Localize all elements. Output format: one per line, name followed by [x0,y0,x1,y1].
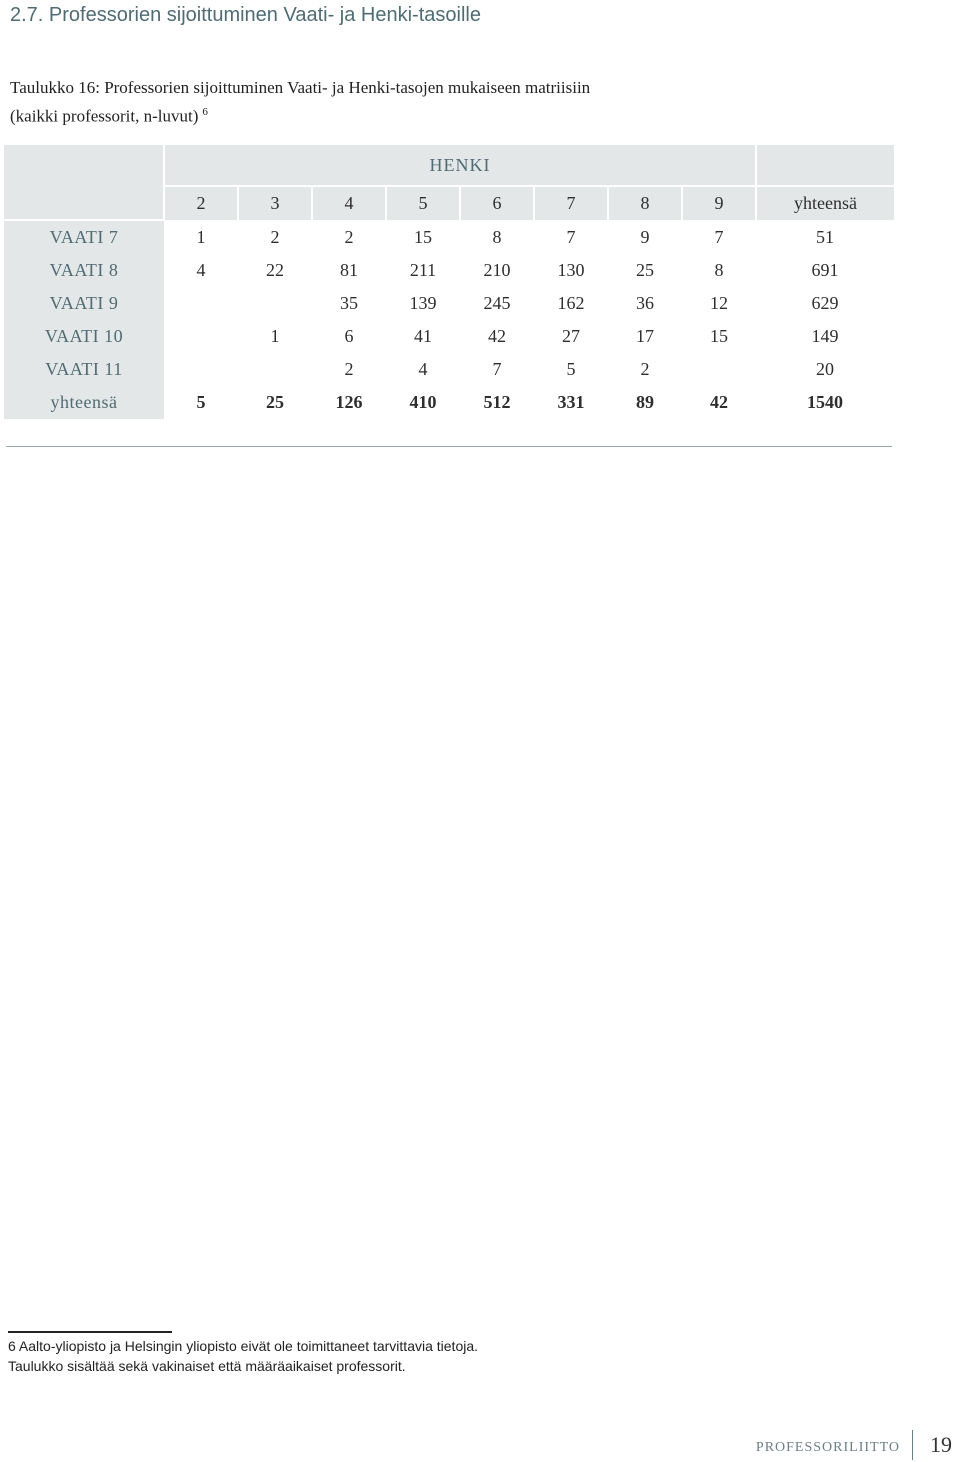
table-row [4,320,894,353]
table-cell: 162 [557,293,585,313]
table-cell: 36 [636,293,654,313]
table-cell [164,353,238,386]
total-cell: 512 [483,392,511,412]
table-row [4,254,894,287]
caption-line-2-text: (kaikki professorit, n-luvut) [10,106,199,126]
total-row [4,386,894,419]
section-title: 2.7. Professorien sijoittuminen Vaati- ja Henki-tasoille [10,4,481,26]
table-cell: 2 [344,226,354,247]
footer-brand: PROFESSORILIITTO [755,1440,900,1455]
table-cell: 2 [344,359,354,379]
table-cell [238,287,312,320]
row-label: VAATI 9 [4,287,164,320]
total-cell: 410 [409,392,437,412]
total-cell: 89 [636,392,654,412]
footnote-rule [8,1331,172,1333]
table-bottom-rule [6,446,892,447]
table-cell: 81 [340,260,358,280]
table-cell [164,287,238,320]
column-header: 9 [682,186,756,220]
footnote-line-1: 6 Aalto-yliopisto ja Helsingin yliopisto eivät ole toimittaneet tarvittavia tietoja. [8,1338,479,1354]
caption-line-1: Taulukko 16: Professorien sijoittuminen Vaati- ja Henki-tasojen mukaiseen matriisiin [10,78,591,97]
caption-line-2 [10,100,910,129]
group-header-row [4,145,894,186]
footnote-line-2: Taulukko sisältää sekä vakinaiset että määräaikaiset professorit. [8,1358,406,1374]
table-cell [164,320,238,353]
table-cell: 211 [409,260,437,280]
table-cell: 1 [196,226,206,247]
table-caption [10,76,910,129]
table-cell: 17 [636,326,654,346]
footnote [8,1336,478,1376]
table-cell-total: 691 [811,260,839,280]
table-cell: 25 [636,260,654,280]
column-header: 2 [164,186,238,220]
table-cell: 5 [566,359,576,379]
table-cell: 130 [557,260,585,280]
table-cell: 1 [270,326,280,346]
table-cell: 139 [409,293,437,313]
table-row [4,287,894,320]
column-header: 6 [460,186,534,220]
header-blank-cell [756,145,894,186]
table-cell: 15 [710,326,728,346]
corner-cell [4,145,164,220]
table-cell: 27 [562,326,580,346]
table-cell [238,353,312,386]
table-cell: 8 [492,226,502,247]
table-cell: 4 [418,359,428,379]
table-cell: 42 [488,326,506,346]
table-cell-total: 51 [816,226,834,247]
table-cell: 2 [270,226,280,247]
henki-header: HENKI [164,145,756,186]
table-cell: 35 [340,293,358,313]
table-cell: 210 [483,260,511,280]
table-cell: 15 [414,226,432,247]
row-label: VAATI 10 [4,320,164,353]
table-cell: 9 [640,226,650,247]
table-cell-total: 149 [811,326,839,346]
column-header: 4 [312,186,386,220]
total-cell: 126 [335,392,363,412]
row-label: VAATI 7 [4,220,164,254]
row-label: VAATI 11 [4,353,164,386]
column-header: 8 [608,186,682,220]
total-cell: 42 [710,392,728,412]
footer-divider [912,1430,913,1460]
column-header-total: yhteensä [756,186,894,220]
column-header: 3 [238,186,312,220]
footnote-ref: 6 [202,106,208,118]
page-number: 19 [930,1432,952,1457]
table-row [4,353,894,386]
column-header: 5 [386,186,460,220]
table-cell: 22 [266,260,284,280]
table-cell: 7 [492,359,502,379]
table-cell: 7 [566,226,576,247]
table-cell: 12 [710,293,728,313]
table-cell [682,353,756,386]
table-cell-total: 20 [816,359,834,379]
table-cell-total: 629 [811,293,839,313]
grand-total-cell: 1540 [807,392,843,412]
table-cell: 41 [414,326,432,346]
table-cell: 8 [714,260,724,280]
total-cell: 25 [266,392,284,412]
table-cell: 6 [344,326,354,346]
table-cell: 2 [640,359,650,379]
total-cell: 331 [557,392,585,412]
table-row [4,220,894,254]
data-table [4,145,894,419]
table-cell: 7 [714,226,724,247]
total-row-label: yhteensä [4,386,164,419]
row-label: VAATI 8 [4,254,164,287]
table-cell: 245 [483,293,511,313]
table-cell: 4 [196,260,206,280]
total-cell: 5 [196,392,206,412]
column-header: 7 [534,186,608,220]
